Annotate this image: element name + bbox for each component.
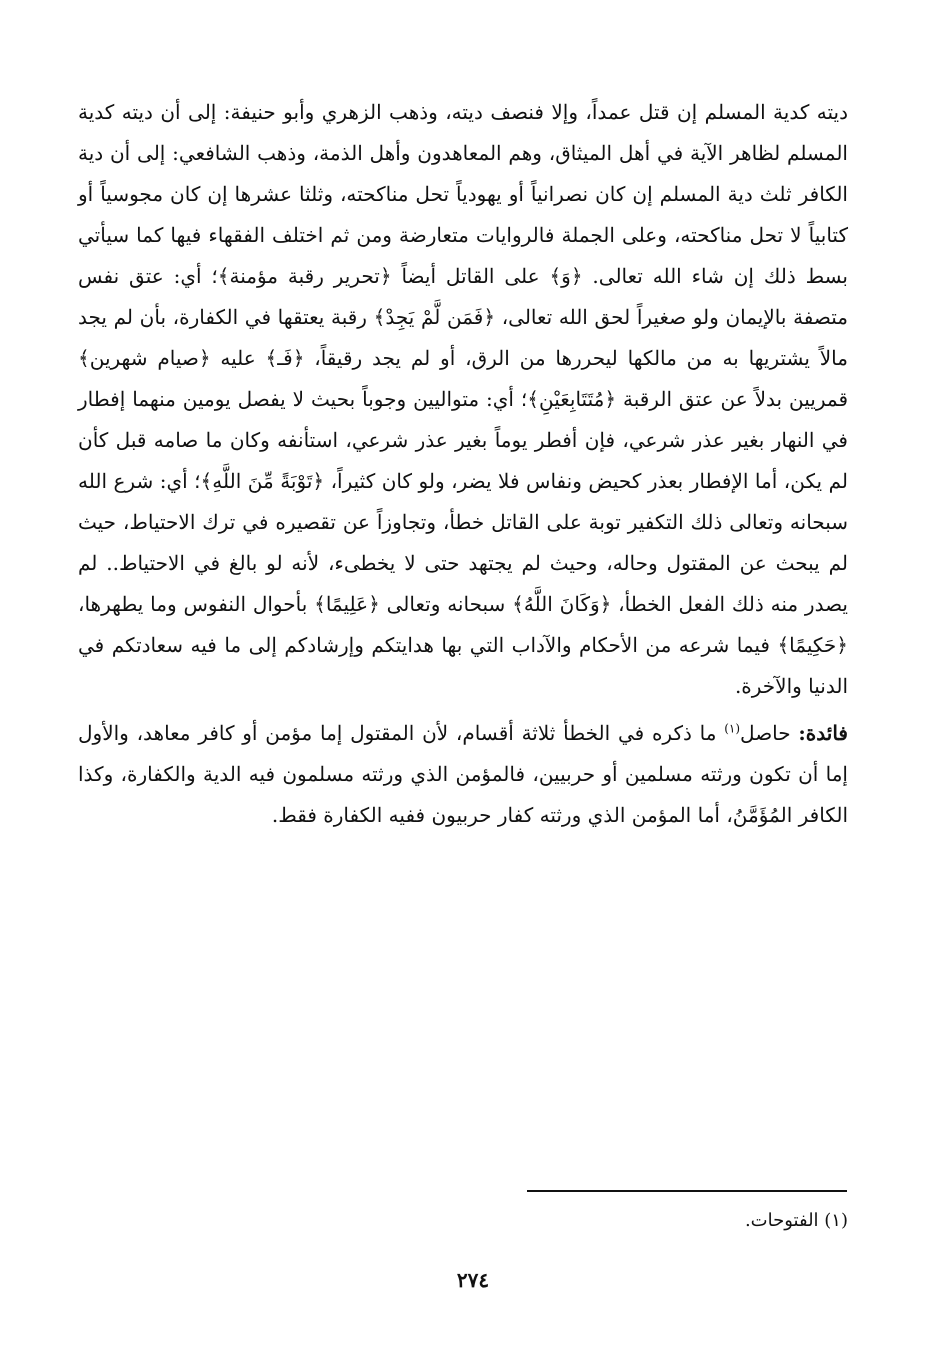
paragraph-1: ديته كدية المسلم إن قتل عمداً، وإلا فنصف ديته، وذهب الزهري وأبو حنيفة: إلى أن ديته كدية المسلم لظاهر الآية في أهل الميثاق، وهم المعاهدون وأهل الذمة، وذهب الشافعي: إلى أن دية الكافر ثلث دية المسلم إن كان نصرانياً أو يهودياً تحل مناكحته، وثلثا عشرها إن كان مجوسياً أو كتابياً لا تحل مناكحته، وعلى الجملة فالروايات متعارضة ومن ثم اختلف الفقهاء فيها كما سيأتي بسط ذلك إن شاء الله تعالى. ﴿وَ﴾ على القاتل أيضاً ﴿تحرير رقبة مؤمنة﴾؛ أي: عتق نفس متصفة بالإيمان ولو صغيراً لحق الله تعالى، ﴿فَمَن لَّمْ يَجِدْ﴾ رقبة يعتقها في الكفارة، بأن لم يجد مالاً يشتريها به من مالكها ليحررها من الرق، أو لم يجد رقيقاً، ﴿فَـ﴾ عليه ﴿صيام شهرين﴾ قمريين بدلاً عن عتق الرقبة ﴿مُتَتَابِعَيْنِ﴾؛ أي: متواليين وجوباً بحيث لا يفصل يومين منهما إفطار في النهار بغير عذر شرعي، فإن أفطر يوماً بغير عذر شرعي، استأنفه وكان ما صامه قبل كأن لم يكن، أما الإفطار بعذر كحيض ونفاس فلا يضر، ولو كان كثيراً، ﴿تَوْبَةً مِّنَ اللَّهِ﴾؛ أي: شرع الله سبحانه وتعالى ذلك التكفير توبة على القاتل خطأ، وتجاوزاً عن تقصيره في ترك الاحتياط، حيث لم يبحث عن المقتول وحاله، وحيث لم يجتهد حتى لا يخطىء، لأنه لو بالغ في الاحتياط.. لم يصدر منه ذلك الفعل الخطأ، ﴿وَكَانَ اللَّهُ﴾ سبحانه وتعالى ﴿عَلِيمًا﴾ بأحوال النفوس وما يطهرها، ﴿حَكِيمًا﴾ فيما شرعه من الأحكام والآداب التي بها هدايتكم وإرشادكم إلى ما فيه سعادتكم في الدنيا والآخرة. <box>78 100 848 698</box>
footnote: (١) الفتوحات. <box>744 1210 848 1231</box>
paragraph-2 <box>78 713 848 836</box>
main-text <box>78 92 848 836</box>
footnote-divider <box>527 1190 847 1192</box>
footnote-reference[interactable]: (١) <box>724 721 741 736</box>
paragraph-2-part-2: ما ذكره في الخطأ ثلاثة أقسام، لأن المقتول إما مؤمن أو كافر معاهد، والأول إما أن تكون ورثته مسلمين أو حربيين، فالمؤمن الذي ورثته مسلمون فيه الدية والكفارة، وكذا الكافر المُؤَمَّنُ، أما المؤمن الذي ورثته كفار حربيون ففيه الكفارة فقط. <box>78 721 848 827</box>
paragraph-2-lead: فائدة: <box>798 721 848 745</box>
paragraph-2-part-1: حاصل <box>740 721 799 745</box>
page-number: ٢٧٤ <box>456 1268 490 1292</box>
